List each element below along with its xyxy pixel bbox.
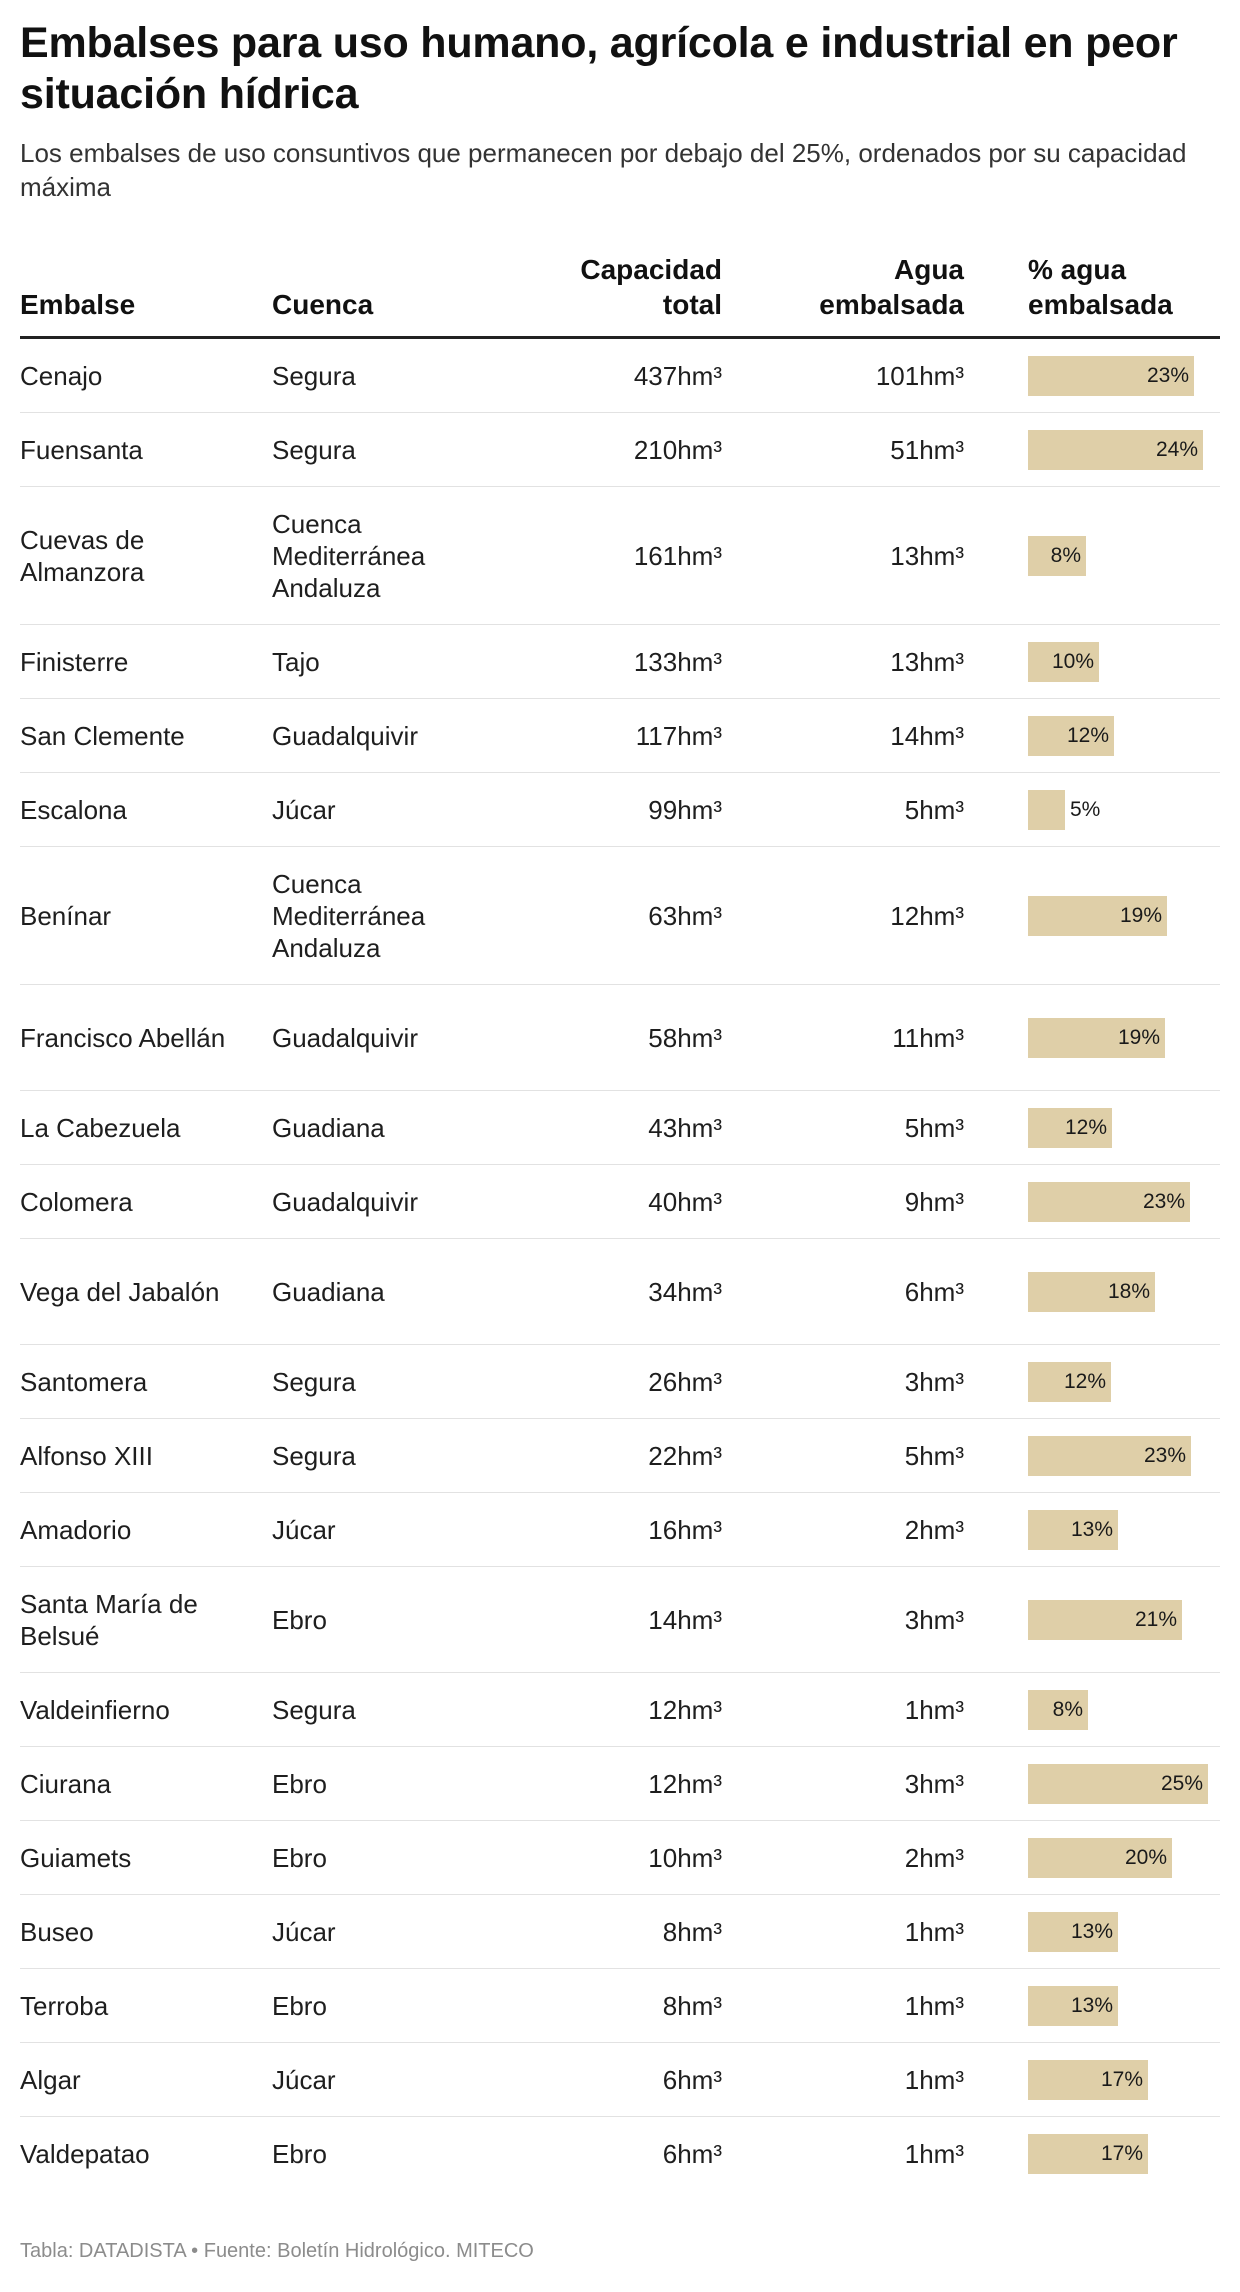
cell-pct: [964, 1345, 1220, 1419]
col-header-embalse[interactable]: [20, 252, 272, 338]
cell-agua: 1hm³: [722, 2043, 964, 2117]
pct-bar-track: [1028, 1838, 1208, 1878]
cell-capacidad: 58hm³: [472, 985, 722, 1091]
cell-cuenca: Tajo: [272, 625, 472, 699]
pct-bar-track: [1028, 1986, 1208, 2026]
cell-capacidad: 99hm³: [472, 773, 722, 847]
cell-capacidad: 22hm³: [472, 1419, 722, 1493]
cell-capacidad: 437hm³: [472, 338, 722, 413]
cell-agua: 2hm³: [722, 1493, 964, 1567]
cell-embalse: Cenajo: [20, 338, 272, 413]
cell-capacidad: 210hm³: [472, 413, 722, 487]
cell-pct: [964, 1419, 1220, 1493]
pct-bar-track: [1028, 790, 1208, 830]
cell-agua: 13hm³: [722, 487, 964, 625]
cell-embalse: Fuensanta: [20, 413, 272, 487]
table-header: [20, 252, 1220, 338]
cell-agua: 3hm³: [722, 1567, 964, 1673]
cell-agua: 1hm³: [722, 1673, 964, 1747]
cell-embalse: Vega del Jabalón: [20, 1239, 272, 1345]
cell-agua: 5hm³: [722, 1419, 964, 1493]
cell-pct: [964, 1895, 1220, 1969]
pct-bar-track: [1028, 1764, 1208, 1804]
table-row: [20, 1821, 1220, 1895]
col-header-embalse-label: Embalse: [20, 289, 136, 320]
cell-embalse: Algar: [20, 2043, 272, 2117]
table-row: [20, 625, 1220, 699]
cell-capacidad: 16hm³: [472, 1493, 722, 1567]
pct-bar-track: [1028, 1510, 1208, 1550]
cell-cuenca: Segura: [272, 413, 472, 487]
cell-cuenca: Júcar: [272, 1895, 472, 1969]
cell-capacidad: 10hm³: [472, 1821, 722, 1895]
cell-embalse: Alfonso XIII: [20, 1419, 272, 1493]
cell-cuenca: Júcar: [272, 1493, 472, 1567]
cell-cuenca: Segura: [272, 1345, 472, 1419]
pct-bar-track: [1028, 896, 1208, 936]
col-header-agua[interactable]: [722, 252, 964, 338]
table-row: [20, 2043, 1220, 2117]
cell-agua: 12hm³: [722, 847, 964, 985]
cell-capacidad: 12hm³: [472, 1673, 722, 1747]
page-subtitle: Los embalses de uso consuntivos que permanecen por debajo del 25%, ordenados por su capacidad máxima: [20, 138, 1187, 202]
cell-pct: [964, 985, 1220, 1091]
source-footer: Tabla: DATADISTA • Fuente: Boletín Hidrológico. MITECO: [20, 2240, 534, 2262]
cell-cuenca: Guadalquivir: [272, 699, 472, 773]
pct-bar-label: 13%: [1070, 1517, 1113, 1541]
cell-pct: [964, 1091, 1220, 1165]
pct-bar-track: [1028, 1182, 1208, 1222]
cell-capacidad: 6hm³: [662, 2138, 722, 2169]
cell-pct: [964, 699, 1220, 773]
cell-capacidad: 117hm³: [472, 699, 722, 773]
pct-bar-label: 19%: [1117, 1025, 1160, 1049]
table-row: [20, 985, 1220, 1091]
pct-bar-track: [1028, 356, 1208, 396]
pct-bar-label: 17%: [1100, 2067, 1143, 2091]
cell-agua: 3hm³: [722, 1747, 964, 1821]
pct-bar-label: 24%: [1155, 437, 1198, 461]
cell-embalse: La Cabezuela: [20, 1091, 272, 1165]
pct-bar-track: [1028, 1436, 1208, 1476]
cell-embalse: Santomera: [20, 1345, 272, 1419]
col-header-pct-line1: % agua: [1028, 254, 1127, 285]
cell-cuenca: Ebro: [272, 1567, 472, 1673]
reservoir-table: [20, 252, 1220, 2190]
table-row: [20, 1747, 1220, 1821]
pct-bar-track: [1028, 1272, 1208, 1312]
table-row: [20, 2117, 1220, 2191]
pct-bar-label: 12%: [1063, 1369, 1106, 1393]
table-row: [20, 1239, 1220, 1345]
cell-pct: [964, 338, 1220, 413]
pct-bar-label: 17%: [1100, 2141, 1143, 2165]
pct-bar-label: 12%: [1064, 1115, 1107, 1139]
cell-embalse: Buseo: [20, 1895, 272, 1969]
cell-pct: [964, 1821, 1220, 1895]
page-title: Embalses para uso humano, agrícola e industrial en peor situación hídrica: [20, 19, 1178, 118]
cell-embalse: San Clemente: [20, 699, 272, 773]
cell-capacidad: 63hm³: [472, 847, 722, 985]
cell-agua: 1hm³: [904, 2138, 964, 2169]
table-row: [20, 1165, 1220, 1239]
cell-agua: 13hm³: [722, 625, 964, 699]
cell-capacidad: 14hm³: [472, 1567, 722, 1673]
cell-embalse: Colomera: [20, 1165, 272, 1239]
pct-bar-label: 13%: [1070, 1993, 1113, 2017]
pct-bar-label: 18%: [1107, 1279, 1150, 1303]
pct-bar-label: 8%: [1052, 1697, 1083, 1721]
table-row: [20, 1345, 1220, 1419]
table-row: [20, 773, 1220, 847]
cell-pct: [964, 413, 1220, 487]
table-row: [20, 1567, 1220, 1673]
cell-capacidad: 8hm³: [472, 1969, 722, 2043]
cell-cuenca: Júcar: [272, 773, 472, 847]
table-row: [20, 338, 1220, 413]
pct-bar-track: [1028, 2060, 1208, 2100]
table-row: [20, 1091, 1220, 1165]
pct-bar-track: [1028, 1018, 1208, 1058]
cell-cuenca: Cuenca Mediterránea Andaluza: [272, 847, 472, 985]
col-header-cuenca[interactable]: [272, 252, 472, 338]
cell-capacidad: 43hm³: [472, 1091, 722, 1165]
table-row: [20, 1493, 1220, 1567]
cell-agua: 6hm³: [722, 1239, 964, 1345]
cell-pct: [964, 1239, 1220, 1345]
cell-agua: 14hm³: [722, 699, 964, 773]
col-header-pct-line2: embalsada: [1028, 289, 1173, 320]
cell-agua: 1hm³: [722, 1969, 964, 2043]
cell-embalse: Escalona: [20, 773, 272, 847]
pct-bar-track: [1028, 716, 1208, 756]
cell-agua: 101hm³: [722, 338, 964, 413]
cell-agua: 51hm³: [722, 413, 964, 487]
col-header-cuenca-label: Cuenca: [272, 289, 374, 320]
cell-agua: 3hm³: [722, 1345, 964, 1419]
col-header-capacidad-line1: Capacidad: [580, 254, 722, 285]
cell-pct: [964, 625, 1220, 699]
cell-agua: 9hm³: [722, 1165, 964, 1239]
col-header-pct[interactable]: [964, 252, 1220, 338]
cell-capacidad: 6hm³: [472, 2043, 722, 2117]
cell-embalse: Cuevas de Almanzora: [20, 487, 272, 625]
table-row: [20, 699, 1220, 773]
cell-capacidad: 34hm³: [472, 1239, 722, 1345]
pct-bar-track: [1028, 1362, 1208, 1402]
pct-bar-label: 10%: [1051, 649, 1094, 673]
pct-bar-track: [1028, 642, 1208, 682]
cell-agua: 5hm³: [722, 773, 964, 847]
pct-bar-label: 5%: [1070, 797, 1101, 821]
cell-pct: [964, 2043, 1220, 2117]
pct-bar-label: 23%: [1146, 363, 1189, 387]
cell-agua: 1hm³: [722, 1895, 964, 1969]
col-header-agua-line1: Agua: [894, 254, 964, 285]
table-container: [20, 18, 1220, 2190]
header-row: [20, 252, 1220, 338]
cell-cuenca: Júcar: [272, 2043, 472, 2117]
table-row: [20, 487, 1220, 625]
cell-embalse: Terroba: [20, 1969, 272, 2043]
cell-embalse: Valdeinfierno: [20, 1673, 272, 1747]
cell-capacidad: 12hm³: [472, 1747, 722, 1821]
pct-bar-label: 23%: [1142, 1189, 1185, 1213]
cell-cuenca: Ebro: [272, 1821, 472, 1895]
cell-capacidad: 8hm³: [472, 1895, 722, 1969]
cell-cuenca: Ebro: [272, 2138, 327, 2169]
cell-capacidad: 161hm³: [472, 487, 722, 625]
pct-bar: [1028, 790, 1065, 830]
cell-pct: [964, 1747, 1220, 1821]
cell-embalse: Santa María de Belsué: [20, 1567, 272, 1673]
pct-bar-track: [1028, 1108, 1208, 1148]
col-header-agua-line2: embalsada: [819, 289, 964, 320]
cell-pct: [964, 1673, 1220, 1747]
cell-embalse: Guiamets: [20, 1821, 272, 1895]
cell-cuenca: Guadiana: [272, 1239, 472, 1345]
cell-pct: [964, 2117, 1220, 2191]
cell-pct: [964, 1165, 1220, 1239]
table-row: [20, 413, 1220, 487]
pct-bar-label: 12%: [1066, 723, 1109, 747]
cell-agua: 11hm³: [722, 985, 964, 1091]
cell-embalse: Francisco Abellán: [20, 985, 272, 1091]
cell-agua: 5hm³: [722, 1091, 964, 1165]
pct-bar-label: 21%: [1134, 1607, 1177, 1631]
pct-bar-label: 19%: [1119, 903, 1162, 927]
table-row: [20, 1895, 1220, 1969]
pct-bar-label: 25%: [1160, 1771, 1203, 1795]
table-row: [20, 1419, 1220, 1493]
cell-embalse: Ciurana: [20, 1747, 272, 1821]
cell-cuenca: Guadalquivir: [272, 1165, 472, 1239]
pct-bar-track: [1028, 536, 1208, 576]
cell-pct: [964, 773, 1220, 847]
cell-pct: [964, 1493, 1220, 1567]
pct-bar-track: [1028, 1690, 1208, 1730]
cell-cuenca: Segura: [272, 1673, 472, 1747]
cell-pct: [964, 1567, 1220, 1673]
cell-embalse: Valdepatao: [20, 2138, 150, 2169]
pct-bar-label: 20%: [1124, 1845, 1167, 1869]
table-row: [20, 1969, 1220, 2043]
cell-pct: [964, 1969, 1220, 2043]
cell-cuenca: Segura: [272, 1419, 472, 1493]
cell-embalse: Finisterre: [20, 625, 272, 699]
cell-cuenca: Cuenca Mediterránea Andaluza: [272, 487, 472, 625]
cell-pct: [964, 487, 1220, 625]
cell-capacidad: 26hm³: [472, 1345, 722, 1419]
table-row: [20, 847, 1220, 985]
pct-bar-label: 13%: [1070, 1919, 1113, 1943]
cell-pct: [964, 847, 1220, 985]
cell-cuenca: Ebro: [272, 1747, 472, 1821]
cell-agua: 2hm³: [722, 1821, 964, 1895]
col-header-capacidad-line2: total: [662, 289, 722, 320]
pct-bar-track: [1028, 1912, 1208, 1952]
table-row: [20, 1673, 1220, 1747]
pct-bar-track: [1028, 430, 1208, 470]
cell-embalse: Amadorio: [20, 1493, 272, 1567]
cell-cuenca: Ebro: [272, 1969, 472, 2043]
pct-bar-label: 8%: [1050, 543, 1081, 567]
cell-capacidad: 133hm³: [472, 625, 722, 699]
cell-embalse: Benínar: [20, 847, 272, 985]
col-header-capacidad[interactable]: [472, 252, 722, 338]
pct-bar-track: [1028, 2134, 1208, 2174]
cell-cuenca: Guadalquivir: [272, 985, 472, 1091]
cell-capacidad: 40hm³: [472, 1165, 722, 1239]
cell-cuenca: Segura: [272, 338, 472, 413]
pct-bar-track: [1028, 1600, 1208, 1640]
cell-cuenca: Guadiana: [272, 1091, 472, 1165]
pct-bar-label: 23%: [1143, 1443, 1186, 1467]
table-body: [20, 338, 1220, 2191]
